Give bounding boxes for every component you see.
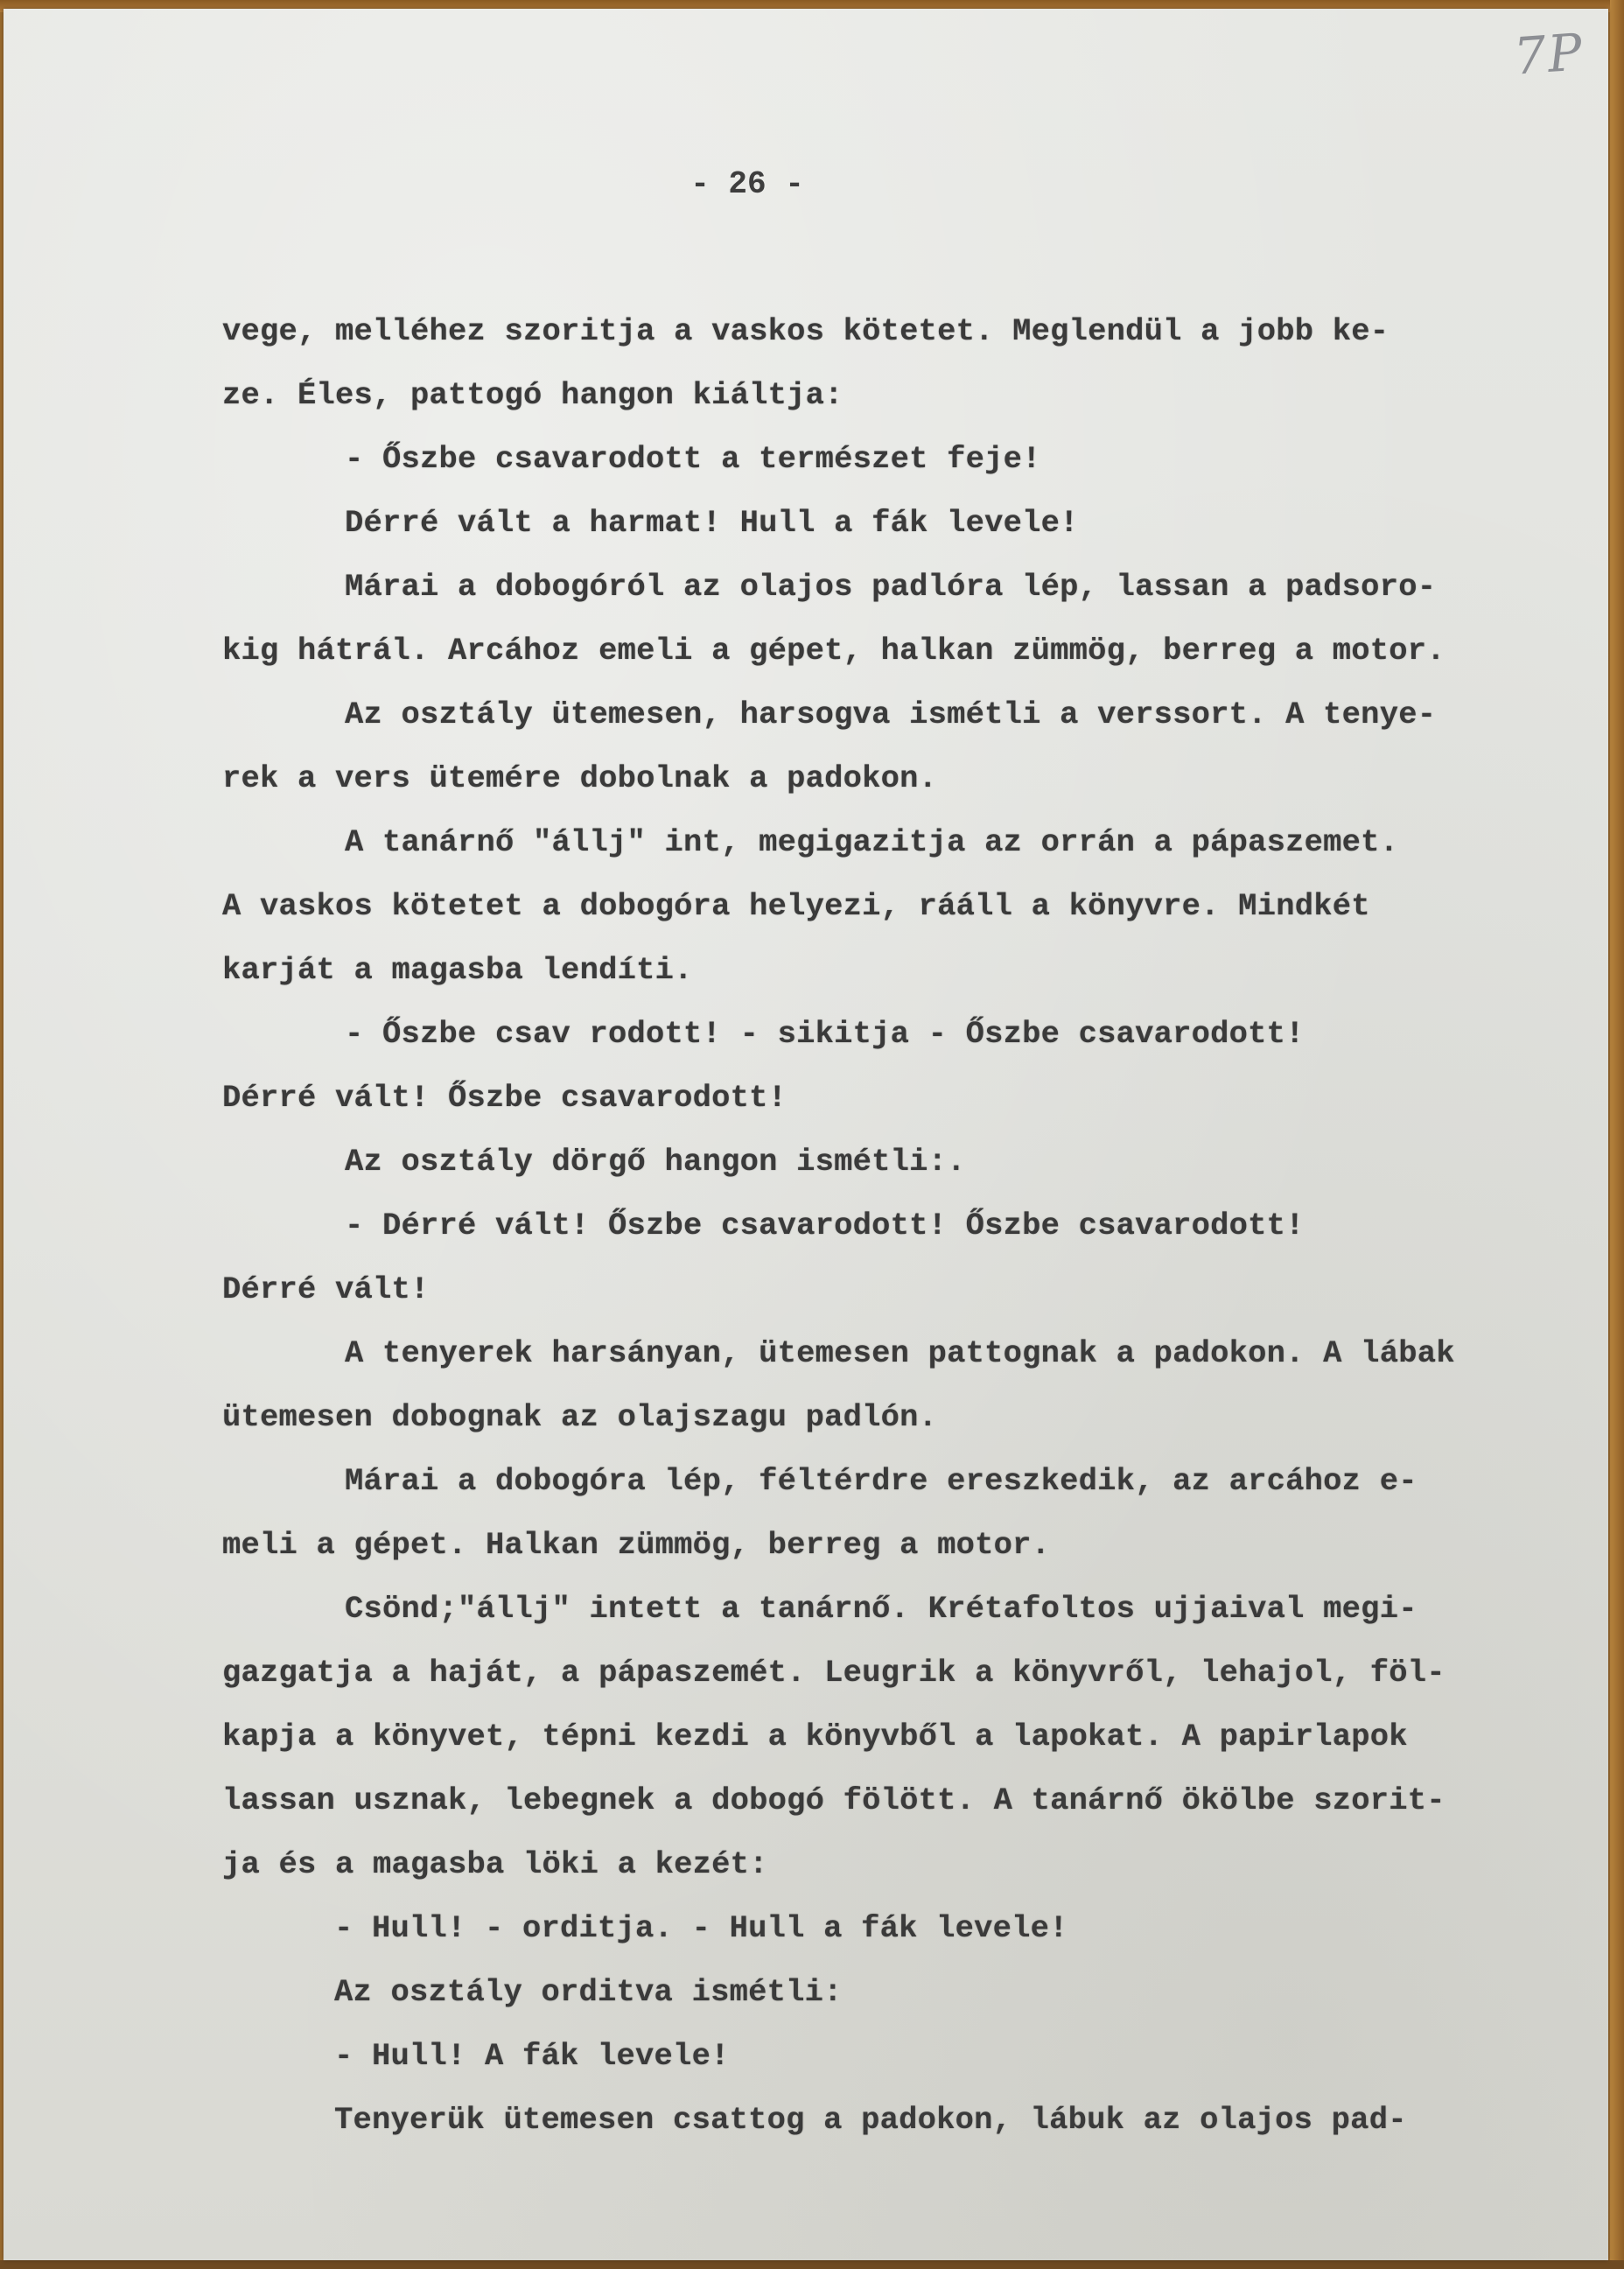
text-line: A vaskos kötetet a dobogóra helyezi, rááll a könyvre. Mindkét — [222, 888, 1370, 924]
text-line: lassan usznak, lebegnek a dobogó fölött. A tanárnő ökölbe szorit- — [222, 1782, 1446, 1818]
text-line: rek a vers ütemére dobolnak a padokon. — [222, 760, 938, 796]
body-text — [222, 299, 1500, 2152]
text-line: Az osztály orditva ismétli: — [334, 1974, 843, 2010]
desk-edge-right — [1610, 0, 1624, 2269]
typewritten-page — [4, 9, 1608, 2260]
text-line: kig hátrál. Arcához emeli a gépet, halkan zümmög, berreg a motor. — [222, 633, 1446, 669]
text-line: Az osztály ütemesen, harsogva ismétli a verssort. A tenye- — [345, 697, 1437, 732]
text-line: Dérré vált a harmat! Hull a fák levele! — [345, 505, 1079, 541]
text-line: - Őszbe csav rodott! - sikitja - Őszbe csavarodott! — [345, 1016, 1305, 1052]
text-line: - Hull! A fák levele! — [334, 2038, 730, 2074]
text-line: Tenyerük ütemesen csattog a padokon, lábuk az olajos pad- — [334, 2102, 1407, 2138]
desk-edge-bottom — [0, 2260, 1624, 2269]
text-line: - Hull! - orditja. - Hull a fák levele! — [334, 1910, 1068, 1946]
text-line: Márai a dobogóról az olajos padlóra lép, lassan a padsoro- — [345, 569, 1437, 605]
text-line: Dérré vált! Őszbe csavarodott! — [222, 1080, 788, 1116]
text-line: A tanárnő "állj" int, megigazitja az orrán a pápaszemet. — [345, 824, 1399, 860]
text-line: ütemesen dobognak az olajszagu padlón. — [222, 1399, 938, 1435]
text-line: ze. Éles, pattogó hangon kiáltja: — [222, 377, 844, 413]
text-line: kapja a könyvet, tépni kezdi a könyvből a lapokat. A papirlapok — [222, 1719, 1408, 1754]
text-line: gazgatja a haját, a pápaszemét. Leugrik a könyvről, lehajol, föl- — [222, 1655, 1446, 1691]
text-line: ja és a magasba löki a kezét: — [222, 1846, 768, 1882]
text-line: - Dérré vált! Őszbe csavarodott! Őszbe csavarodott! — [345, 1208, 1305, 1243]
text-line: A tenyerek harsányan, ütemesen pattognak a padokon. A lábak — [345, 1335, 1455, 1371]
text-line: Dérré vált! — [222, 1271, 430, 1307]
text-line: Az osztály dörgő hangon ismétli:. — [345, 1144, 966, 1180]
text-line: vege, melléhez szoritja a vaskos kötetet. Meglendül a jobb ke- — [222, 313, 1390, 349]
text-line: meli a gépet. Halkan zümmög, berreg a motor. — [222, 1527, 1051, 1563]
page-number: - 26 - — [690, 166, 804, 202]
handwritten-annotation: 7P — [1511, 22, 1586, 87]
text-line: - Őszbe csavarodott a természet feje! — [345, 441, 1041, 477]
text-line: karját a magasba lendíti. — [222, 952, 693, 988]
text-line: Márai a dobogóra lép, féltérdre ereszkedik, az arcához e- — [345, 1463, 1418, 1499]
text-line: Csönd;"állj" intett a tanárnő. Krétafoltos ujjaival megi- — [345, 1591, 1418, 1627]
